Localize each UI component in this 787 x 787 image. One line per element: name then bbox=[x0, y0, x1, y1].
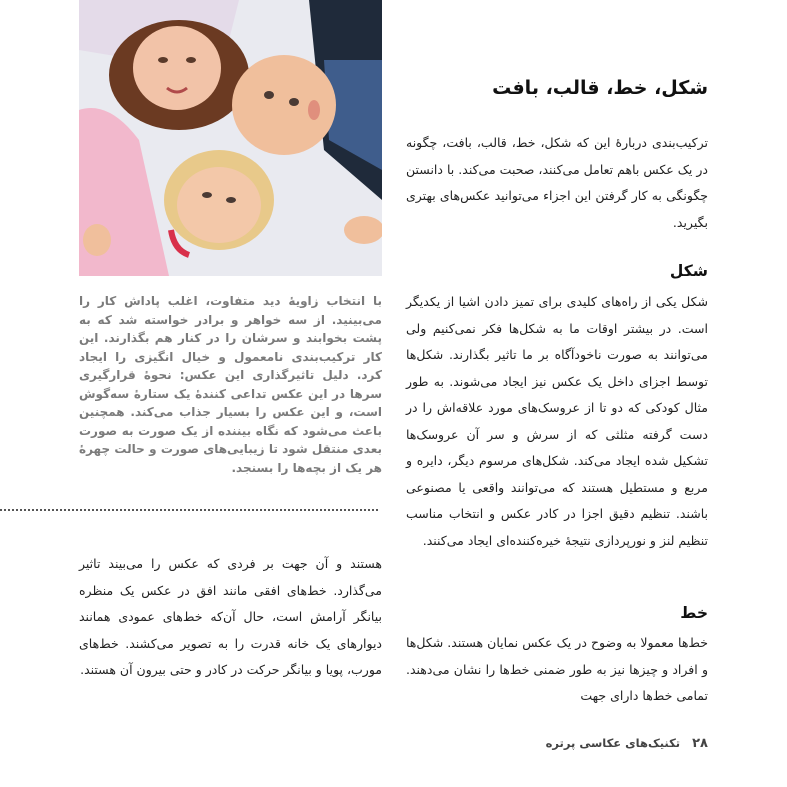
shape-section bbox=[406, 289, 708, 554]
book-title: تکنیک‌های عکاسی پرتره bbox=[545, 736, 681, 750]
intro-paragraph: ترکیب‌بندی دربارهٔ این که شکل، خط، قالب، بافت، چگونه در یک عکس باهم تعامل می‌کنند، صحبت می‌کند. با دانستن چگونگی به کار گرفتن این اجزاء می‌توانید عکس‌های بهتری بگیرید. bbox=[406, 135, 708, 230]
page-footer bbox=[546, 736, 708, 751]
children-photo-illustration bbox=[79, 0, 382, 276]
page-title: شکل، خط، قالب، بافت bbox=[492, 77, 708, 99]
line-paragraph-continued: هستند و آن جهت بر فردی که عکس را می‌بیند تاثیر می‌گذارد. خط‌های افقی مانند افق در عکس یک منظره بیانگر آرامش است، حال آن‌که خط‌های عمودی همانند دیوارهای یک خانه قدرت را به تصویر می‌کشند. خط‌های مورب، پویا و بیانگر حرکت در کادر و حتی بیرون آن هستند. bbox=[79, 556, 382, 677]
shape-heading-wrap bbox=[406, 262, 708, 280]
shape-heading: شکل bbox=[669, 262, 708, 280]
line-section-continued bbox=[79, 551, 382, 684]
photo-caption: با انتخاب زاویهٔ دید متفاوت، اغلب پاداش کار را می‌بینید. از سه خواهر و برادر خواسته شد که به پشت بخوابند و سرشان را در کنار هم بگذارند. این کار ترکیب‌بندی نامعمول و خیال انگیزی را ایجاد کرد. دلیل تاثیرگذاری این عکس: نحوهٔ قرارگیری سرها در این عکس تداعی کنندهٔ یک ستارهٔ سه‌گوش است، و این عکس را بسیار جذاب می‌کند. همچنین باعث می‌شود که نگاه بیننده از یک صورت به صورت بعدی منتقل شود تا زیبایی‌های صورت و حالت چهرهٔ هر یک از بچه‌ها را بسنجد. bbox=[79, 294, 382, 475]
shape-paragraph: شکل یکی از راه‌های کلیدی برای تمیز دادن اشیا از یکدیگر است. در بیشتر اوقات ما به شکل‌ها فکر نمی‌کنیم ولی می‌توانند به صورت ناخودآگاه بر ما تاثیر بگذارند. شکل‌ها توسط اجزای داخل یک عکس نیز ایجاد می‌شوند. به طور مثال کودکی که دو تا از عروسک‌های مورد علاقه‌اش را در دست گرفته مثلثی که از سرش و سر آن عروسک‌ها تشکیل شده ایجاد می‌کند. شکل‌های مرسوم دیگر، دایره و مربع و مستطیل هستند که می‌توانند واقعی یا مصنوعی باشند. تنظیم دقیق اجزا در کادر عکس و انتخاب مناسب تنظیم لنز و نورپردازی نتیجهٔ خیره‌کننده‌ای ایجاد می‌کنند. bbox=[406, 294, 708, 548]
line-paragraph: خط‌ها معمولا به وضوح در یک عکس نمایان هستند. شکل‌ها و افراد و چیزها نیز به طور ضمنی خط‌ها را نشان می‌دهند. تمامی خط‌ها دارای جهت bbox=[406, 635, 708, 703]
children-photo bbox=[79, 0, 382, 276]
line-section bbox=[406, 630, 708, 710]
page-number: ۲۸ bbox=[692, 736, 708, 751]
line-heading: خط bbox=[680, 604, 708, 622]
line-heading-wrap bbox=[406, 604, 708, 622]
dotted-divider bbox=[0, 509, 378, 511]
intro-section bbox=[406, 130, 708, 236]
